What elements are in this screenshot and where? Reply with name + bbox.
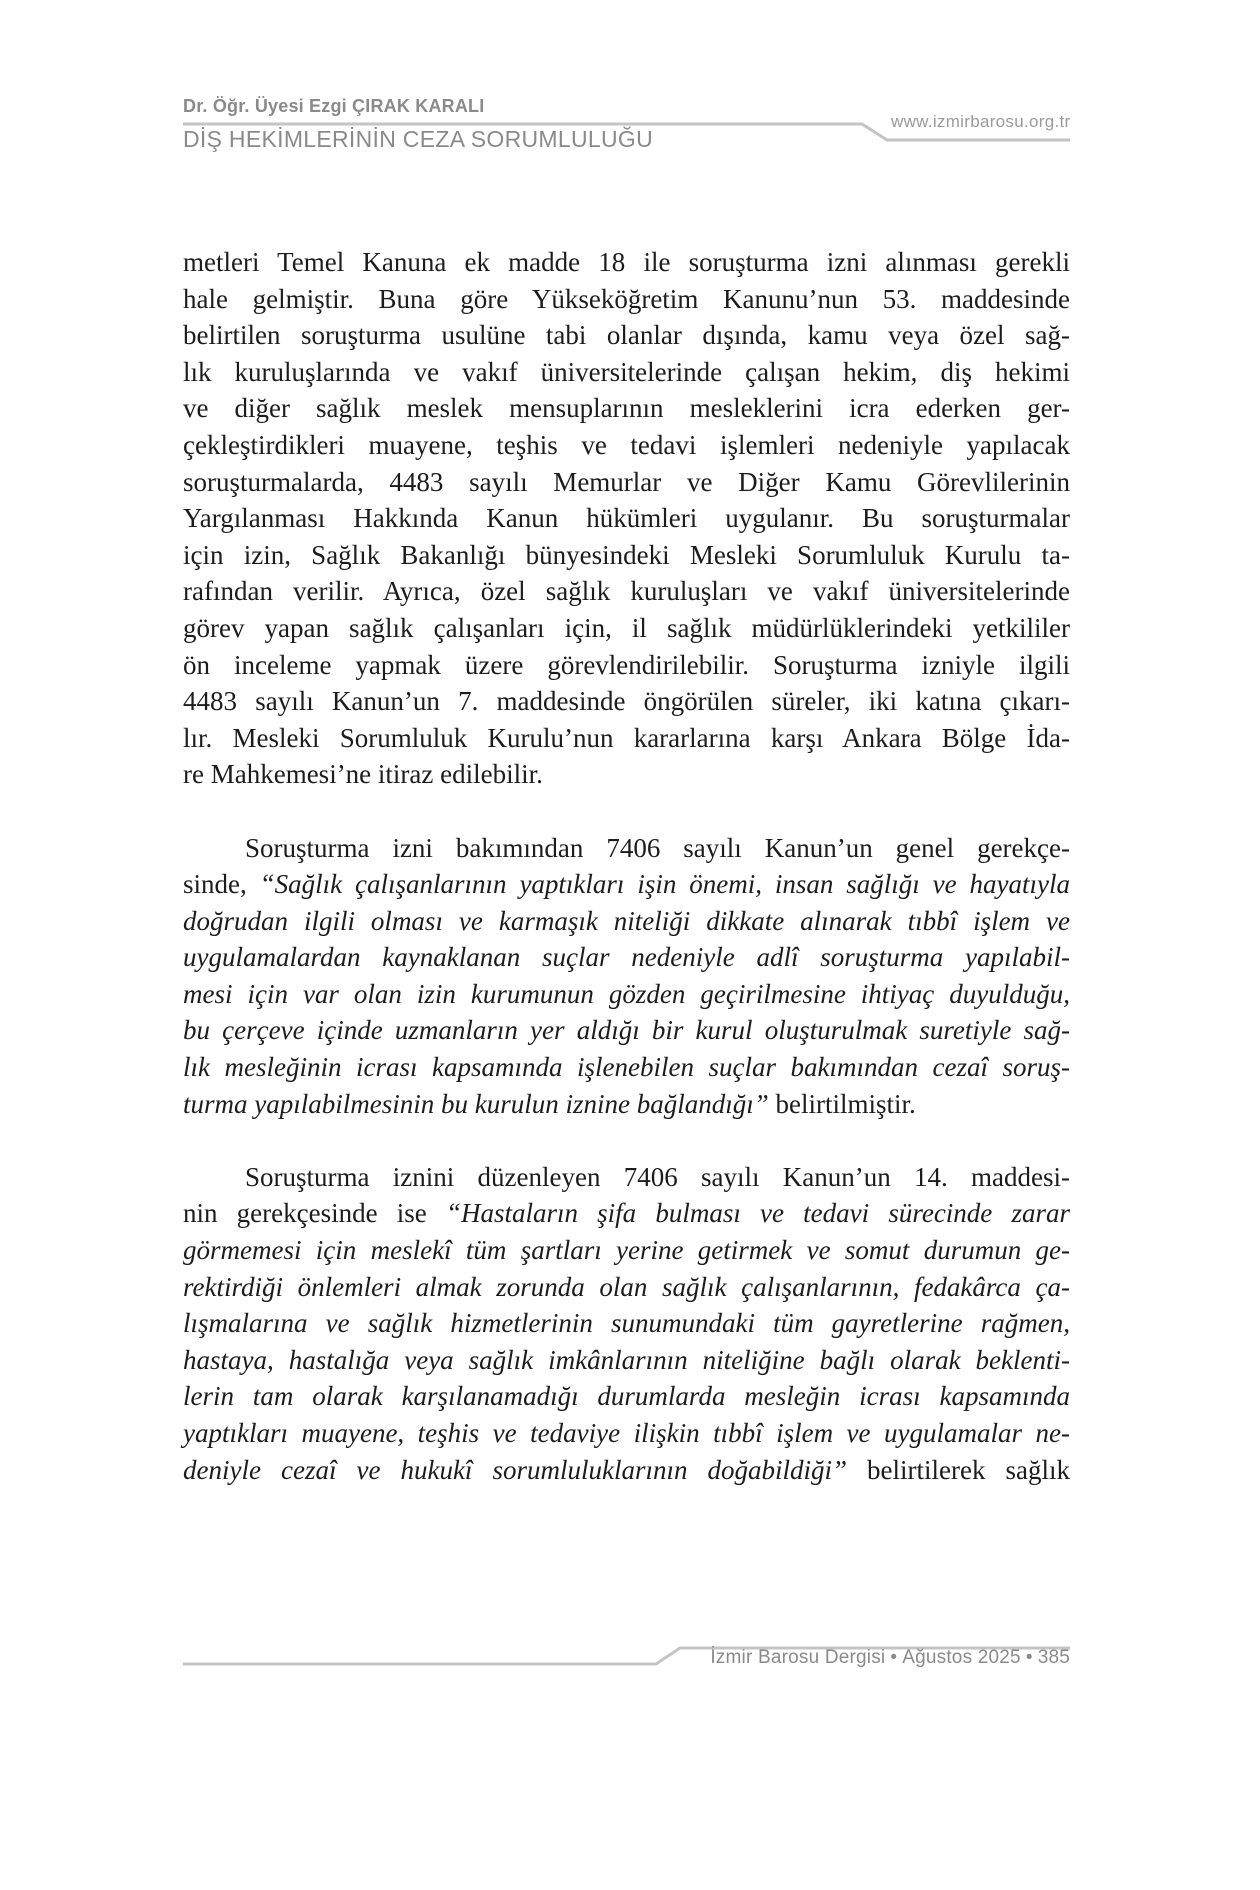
text-line [183, 903, 1070, 940]
text-run: sinde, [183, 869, 260, 900]
paragraph [183, 244, 1070, 793]
text-line [183, 756, 1070, 793]
separator-dot: • [1025, 1647, 1033, 1668]
text-line [183, 281, 1070, 318]
quoted-italic-text: yaptıkları muayene, teşhis ve tedaviye ilişkin tıbbî işlem ve uygulamalar ne- [183, 1418, 1070, 1448]
text-line [183, 427, 1070, 464]
text-run: çekleştirdikleri muayene, teşhis ve tedavi işlemleri nedeniyle yapılacak [183, 429, 1070, 460]
quoted-italic-text: hastaya, hastalığa veya sağlık imkânlarının niteliğine bağlı olarak beklenti- [183, 1344, 1070, 1375]
quoted-italic-text: rektirdiği önlemleri almak zorunda olan sağlık çalışanlarının, fedakârca ça- [183, 1271, 1070, 1302]
text-run: rafından verilir. Ayrıca, özel sağlık kuruluşları ve vakıf üniversitelerinde [183, 576, 1070, 607]
text-line [183, 244, 1070, 281]
quoted-italic-text: bu çerçeve içinde uzmanların yer aldığı bir kurul oluşturulmak suretiyle sağ- [183, 1015, 1070, 1046]
quoted-italic-text: doğrudan ilgili olması ve karmaşık niteliği dikkate alınarak tıbbî işlem ve [183, 905, 1070, 936]
issue-date: Ağustos 2025 [902, 1647, 1021, 1668]
quoted-italic-text: lışmalarına ve sağlık hizmetlerinin sunumundaki tüm gayretlerine rağmen, [183, 1308, 1070, 1339]
text-line [183, 1086, 1070, 1123]
quoted-italic-text: turma yapılabilmesinin bu kurulun iznine bağlandığı” [183, 1088, 769, 1119]
text-run: lık kuruluşlarında ve vakıf üniversitelerinde çalışan hekim, diş hekimi [183, 356, 1070, 387]
paragraph [183, 830, 1070, 1123]
text-run: ve diğer sağlık meslek mensuplarının mesleklerini icra ederken ger- [183, 393, 1070, 424]
text-run: Soruşturma iznini düzenleyen 7406 sayılı Kanun’un 14. maddesi- [245, 1161, 1070, 1192]
quoted-italic-text: görmemesi için meslekî tüm şartları yerine getirmek ve somut durumun ge- [183, 1235, 1070, 1266]
quoted-italic-text: deniyle cezaî ve hukukî sorumluluklarının doğabildiği” [183, 1454, 848, 1485]
quoted-italic-text: lık mesleğinin icrası kapsamında işlenebilen suçlar bakımından cezaî soruş- [183, 1052, 1070, 1083]
text-line [183, 390, 1070, 427]
text-line [183, 537, 1070, 574]
quoted-italic-text: uygulamalardan kaynaklanan suçlar nedeniyle adlî soruşturma yapılabil- [183, 942, 1070, 973]
text-line [183, 830, 1070, 867]
text-line [183, 647, 1070, 684]
text-line [183, 866, 1070, 903]
text-line [183, 1452, 1070, 1489]
text-run: metleri Temel Kanuna ek madde 18 ile soruşturma izni alınması gerekli [183, 247, 1070, 277]
text-line [183, 1049, 1070, 1086]
text-line [183, 1232, 1070, 1269]
text-line [183, 1269, 1070, 1306]
text-run: hale gelmiştir. Buna göre Yükseköğretim Kanunu’nun 53. maddesinde [183, 283, 1070, 314]
quoted-italic-text: “Hastaların şifa bulması ve tedavi sürecinde zarar [445, 1198, 1070, 1229]
text-line [183, 1342, 1070, 1379]
text-line [183, 500, 1070, 537]
text-line [183, 1378, 1070, 1415]
article-body [183, 244, 1070, 1488]
text-line [183, 317, 1070, 354]
page-number: 385 [1037, 1647, 1070, 1668]
text-line [183, 720, 1070, 757]
website-url: www.izmirbarosu.org.tr [891, 112, 1071, 131]
text-line [183, 976, 1070, 1013]
quoted-italic-text: lerin tam olarak karşılanamadığı durumlarda mesleğin icrası kapsamında [183, 1381, 1070, 1412]
text-line [183, 1415, 1070, 1452]
text-line [183, 1195, 1070, 1232]
text-line [183, 939, 1070, 976]
text-run: re Mahkemesi’ne itiraz edilebilir. [183, 759, 543, 790]
text-line [183, 1159, 1070, 1196]
text-line [183, 683, 1070, 720]
author-name: Dr. Öğr. Üyesi Ezgi ÇIRAK KARALI [183, 96, 485, 116]
journal-name: İzmir Barosu Dergisi [710, 1647, 886, 1668]
page-footer [710, 1647, 1070, 1669]
quoted-italic-text: mesi için var olan izin kurumunun gözden geçirilmesine ihtiyaç duyulduğu, [183, 978, 1070, 1009]
paragraph-gap [183, 1122, 1070, 1159]
text-line [183, 573, 1070, 610]
text-run: görev yapan sağlık çalışanları için, il sağlık müdürlüklerindeki yetkililer [183, 612, 1070, 643]
text-line [183, 610, 1070, 647]
text-run: için izin, Sağlık Bakanlığı bünyesindeki Mesleki Sorumluluk Kurulu ta- [183, 539, 1070, 570]
paragraph-gap [183, 793, 1070, 830]
text-line [183, 464, 1070, 501]
text-run: Yargılanması Hakkında Kanun hükümleri uygulanır. Bu soruşturmalar [183, 503, 1070, 534]
text-run: nin gerekçesinde ise [183, 1198, 446, 1229]
text-run: soruşturmalarda, 4483 sayılı Memurlar ve Diğer Kamu Görevlilerinin [183, 466, 1070, 497]
text-run: ön inceleme yapmak üzere görevlendirilebilir. Soruşturma izniyle ilgili [183, 649, 1070, 680]
text-run: belirtilen soruşturma usulüne tabi olanlar dışında, kamu veya özel sağ- [183, 320, 1070, 351]
text-run: belirtilerek sağlık [847, 1454, 1070, 1485]
quoted-italic-text: “Sağlık çalışanlarının yaptıkları işin önemi, insan sağlığı ve hayatıyla [259, 869, 1070, 900]
article-title: DİŞ HEKİMLERİNİN CEZA SORUMLULUĞU [183, 126, 653, 152]
text-line [183, 1305, 1070, 1342]
text-line [183, 354, 1070, 391]
text-run: Soruşturma izni bakımından 7406 sayılı Kanun’un genel gerekçe- [245, 832, 1070, 863]
separator-dot: • [890, 1647, 898, 1668]
text-run: lır. Mesleki Sorumluluk Kurulu’nun kararlarına karşı Ankara Bölge İda- [183, 722, 1070, 753]
text-run: belirtilmiştir. [768, 1088, 916, 1119]
paragraph [183, 1159, 1070, 1488]
text-run: 4483 sayılı Kanun’un 7. maddesinde öngörülen süreler, iki katına çıkarı- [183, 686, 1070, 717]
text-line [183, 1012, 1070, 1049]
